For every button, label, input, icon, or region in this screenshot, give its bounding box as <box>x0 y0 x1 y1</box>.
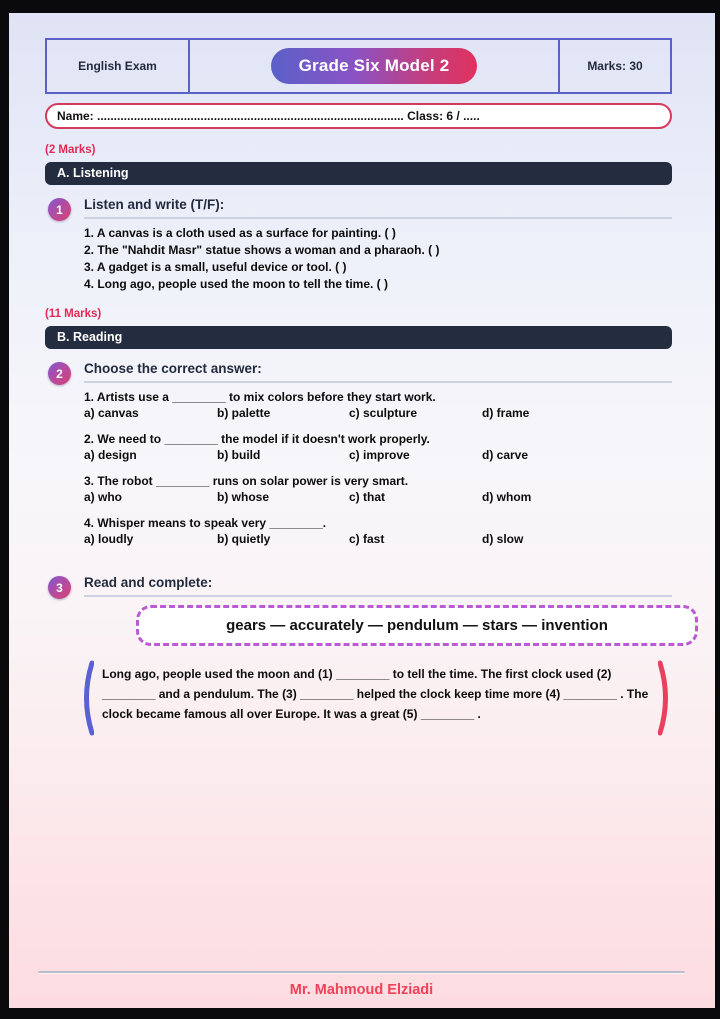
mcq-2-option-d: d) carve <box>482 448 529 462</box>
mcq-3-option-d: d) whom <box>482 490 532 504</box>
mcq-3-option-b: b) whose <box>217 490 270 504</box>
mcq-3-stem: 3. The robot ________ runs on solar power is very smart. <box>84 474 409 488</box>
question-2-block <box>45 361 672 557</box>
exam-type-label: English Exam <box>78 59 157 73</box>
mcq-3-option-c: c) that <box>349 490 385 504</box>
mcq-1-option-d: d) frame <box>482 406 530 420</box>
mcq-4-option-d: d) slow <box>482 532 524 546</box>
question-3-heading: Read and complete: <box>84 575 672 597</box>
mcq-1 <box>84 389 672 421</box>
name-class-line: Name: ............................................................................................ Class: 6 / ..... <box>45 103 672 129</box>
marks-cell <box>558 40 670 92</box>
mcq-2-option-a: a) design <box>84 448 137 462</box>
question-2-heading: Choose the correct answer: <box>84 361 672 383</box>
word-bank-box: gears — accurately — pendulum — stars — invention <box>136 605 698 646</box>
mcq-2 <box>84 431 672 463</box>
mcq-3 <box>84 473 672 505</box>
exam-page <box>9 13 715 1008</box>
mcq-4-option-b: b) quietly <box>217 532 271 546</box>
exam-title-pill: Grade Six Model 2 <box>271 48 478 84</box>
page-footer <box>38 971 685 1001</box>
passage-container <box>80 660 672 741</box>
tf-item-2: 2. The "Nahdit Masr" statue shows a woman and a pharaoh. ( ) <box>84 243 440 257</box>
mcq-2-stem: 2. We need to ________ the model if it doesn't work properly. <box>84 432 430 446</box>
mcq-4 <box>84 515 672 547</box>
listening-marks-note: (2 Marks) <box>45 144 96 156</box>
question-3-badge: 3 <box>48 576 71 599</box>
mcq-1-option-a: a) canvas <box>84 406 139 420</box>
mcq-1-stem: 1. Artists use a ________ to mix colors before they start work. <box>84 390 436 404</box>
section-bar-reading: B. Reading <box>45 326 672 349</box>
marks-label: Marks: 30 <box>587 59 643 73</box>
question-1-block <box>45 197 672 293</box>
passage-text: Long ago, people used the moon and (1) ________ to tell the time. The first clock used (2) ________ and a pendulum. The (3) ________ helped the clock keep time more (4) ________ . The clock became famous all over Europe. It was a great (5) ________ . <box>102 667 649 721</box>
mcq-1-option-c: c) sculpture <box>349 406 418 420</box>
mcq-1-option-b: b) palette <box>217 406 271 420</box>
mcq-4-option-a: a) loudly <box>84 532 134 546</box>
left-bracket-icon <box>80 660 94 741</box>
mcq-2-option-c: c) improve <box>349 448 410 462</box>
section-bar-listening: A. Listening <box>45 162 672 185</box>
mcq-4-option-c: c) fast <box>349 532 385 546</box>
mcq-3-option-a: a) who <box>84 490 122 504</box>
question-1-badge: 1 <box>48 198 71 221</box>
teacher-name: Mr. Mahmoud Elziadi <box>289 982 434 998</box>
question-1-heading: Listen and write (T/F): <box>84 197 672 219</box>
tf-item-3: 3. A gadget is a small, useful device or tool. ( ) <box>84 260 347 274</box>
mcq-4-stem: 4. Whisper means to speak very ________. <box>84 516 327 530</box>
tf-item-1: 1. A canvas is a cloth used as a surface for painting. ( ) <box>84 226 396 240</box>
right-bracket-icon <box>658 660 672 741</box>
title-cell <box>190 40 558 92</box>
tf-item-4: 4. Long ago, people used the moon to tell the time. ( ) <box>84 277 389 291</box>
reading-marks-note: (11 Marks) <box>45 308 102 320</box>
mcq-2-option-b: b) build <box>217 448 261 462</box>
exam-type-cell <box>47 40 190 92</box>
header-table <box>45 38 672 94</box>
footer-divider <box>38 971 685 973</box>
question-3-block <box>45 575 672 741</box>
question-2-badge: 2 <box>48 362 71 385</box>
